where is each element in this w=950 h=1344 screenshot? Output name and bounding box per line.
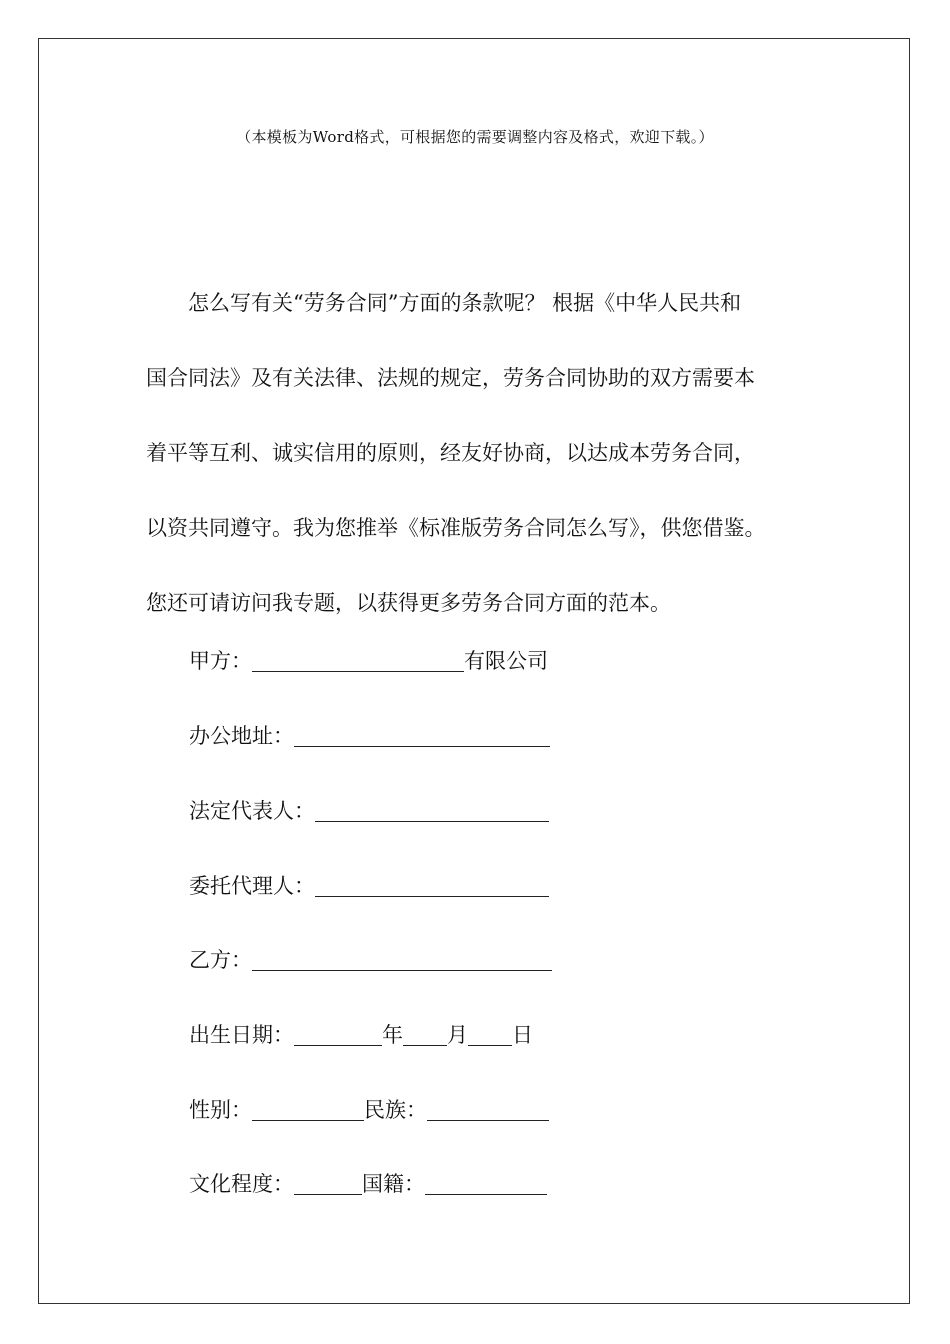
- party-a-blank[interactable]: [252, 650, 464, 672]
- birth-month-blank[interactable]: [403, 1024, 447, 1046]
- intro-line: 着平等互利、诚实信用的原则，经友好协商，以达成本劳务合同，: [146, 441, 755, 465]
- office-address-label: 办公地址：: [189, 724, 294, 748]
- agent-blank[interactable]: [315, 875, 549, 897]
- intro-line: 怎么写有关“劳务合同”方面的条款呢？ 根据《中华人民共和: [188, 291, 742, 315]
- party-b-row: [189, 945, 552, 975]
- education-blank[interactable]: [294, 1173, 362, 1195]
- office-address-blank[interactable]: [294, 725, 550, 747]
- birth-label: 出生日期：: [189, 1023, 294, 1047]
- education-label: 文化程度：: [189, 1172, 294, 1196]
- ethnicity-blank[interactable]: [427, 1099, 549, 1121]
- nationality-label: 国籍：: [362, 1172, 425, 1196]
- intro-line: 您还可请访问我专题，以获得更多劳务合同方面的范本。: [146, 591, 671, 615]
- office-address-row: [189, 721, 550, 751]
- party-b-label: 乙方：: [189, 948, 252, 972]
- birth-year-blank[interactable]: [294, 1024, 382, 1046]
- gender-label: 性别：: [189, 1098, 252, 1122]
- gender-blank[interactable]: [252, 1099, 364, 1121]
- intro-line: 国合同法》及有关法律、法规的规定，劳务合同协助的双方需要本: [146, 366, 755, 390]
- education-nationality-row: [189, 1169, 547, 1199]
- gender-ethnicity-row: [189, 1095, 549, 1125]
- year-label: 年: [382, 1023, 403, 1047]
- birth-date-row: [189, 1020, 533, 1050]
- agent-label: 委托代理人：: [189, 874, 315, 898]
- intro-paragraph: [146, 266, 826, 641]
- nationality-blank[interactable]: [425, 1173, 547, 1195]
- birth-day-blank[interactable]: [468, 1024, 512, 1046]
- month-label: 月: [447, 1023, 468, 1047]
- legal-rep-blank[interactable]: [315, 800, 549, 822]
- party-a-suffix: 有限公司: [464, 649, 548, 673]
- legal-rep-row: [189, 796, 549, 826]
- intro-line: 以资共同遵守。我为您推举《标准版劳务合同怎么写》，供您借鉴。: [146, 516, 766, 540]
- party-b-blank[interactable]: [252, 949, 552, 971]
- party-a-label: 甲方：: [189, 649, 252, 673]
- template-note: （本模板为Word格式，可根据您的需要调整内容及格式，欢迎下载。）: [236, 128, 714, 146]
- agent-row: [189, 871, 549, 901]
- party-a-row: [189, 646, 548, 676]
- ethnicity-label: 民族：: [364, 1098, 427, 1122]
- day-label: 日: [512, 1023, 533, 1047]
- legal-rep-label: 法定代表人：: [189, 799, 315, 823]
